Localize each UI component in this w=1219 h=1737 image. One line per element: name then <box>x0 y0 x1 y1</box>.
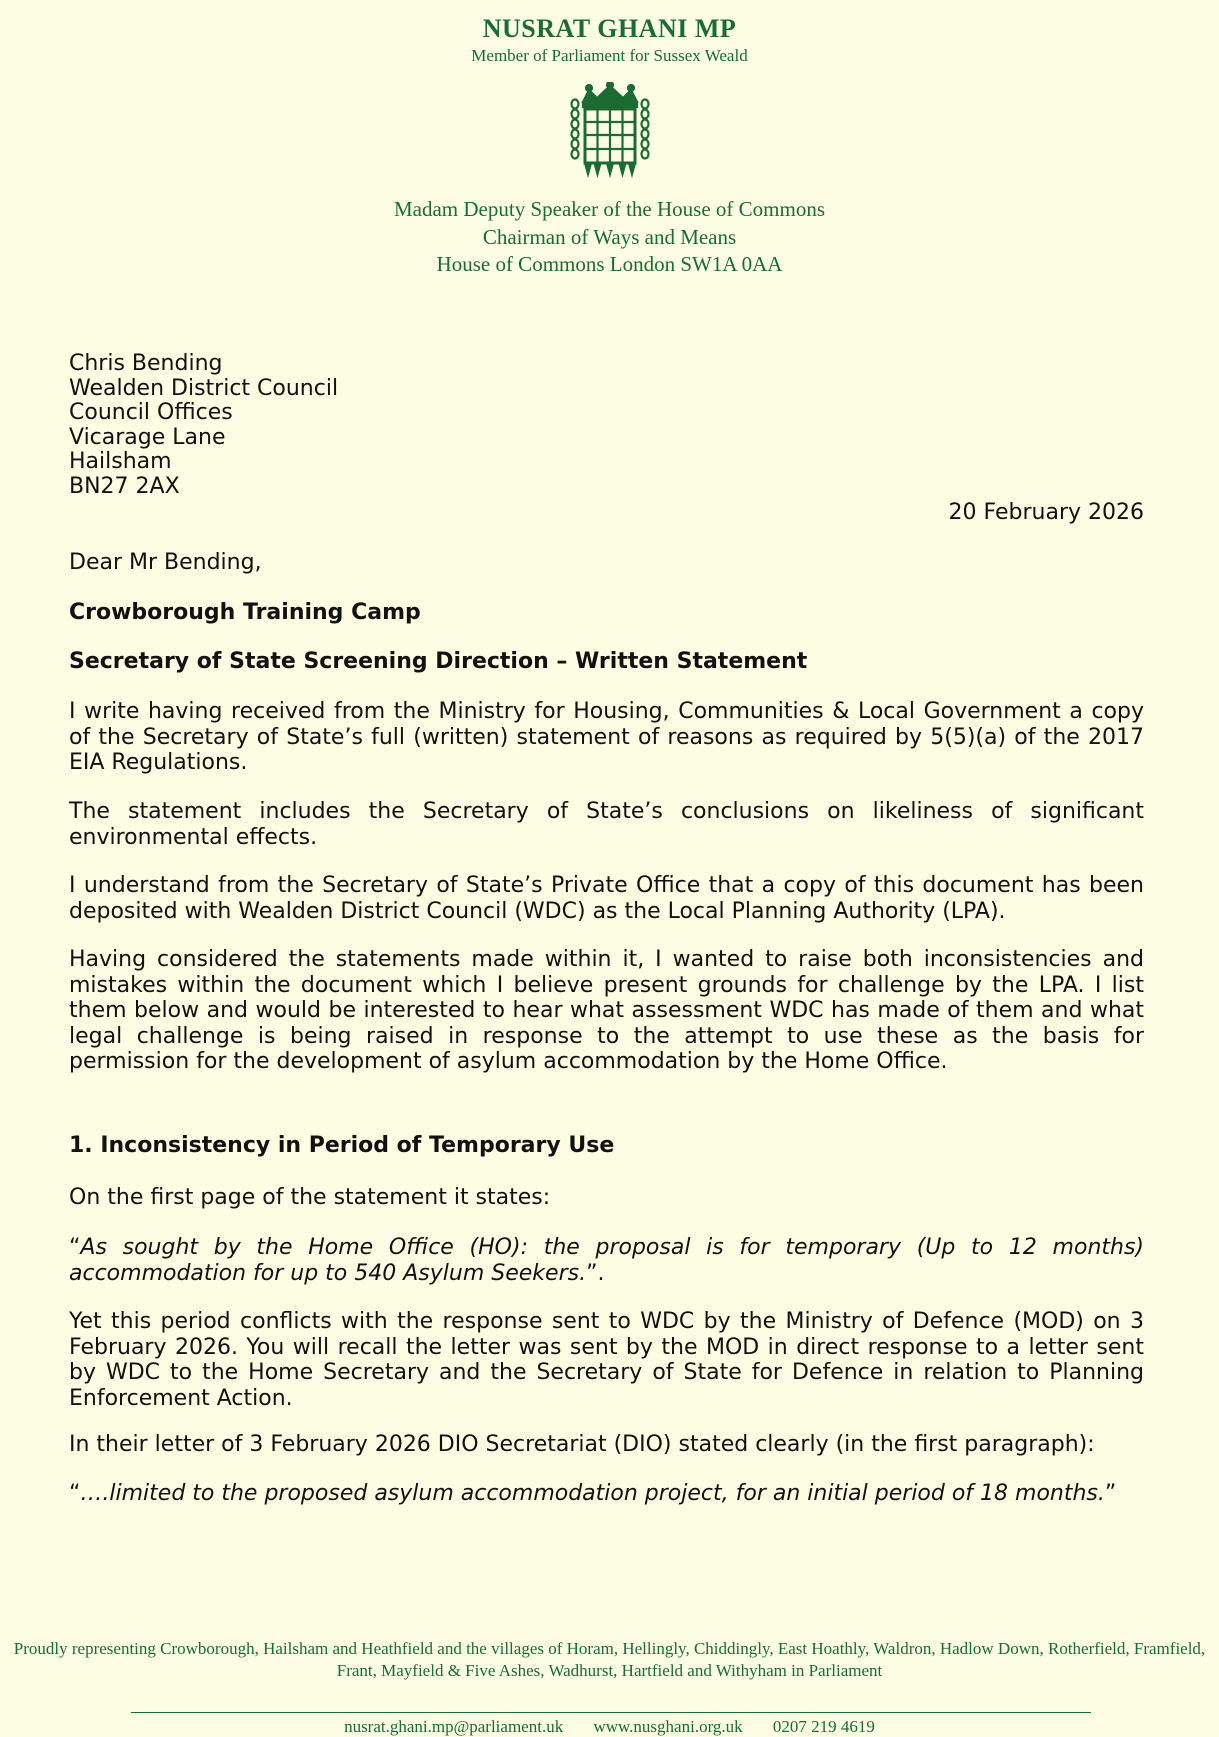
footer-contacts <box>0 1717 1219 1737</box>
address-line: Wealden District Council <box>69 375 339 401</box>
paragraph: Having considered the statements made within it, I wanted to raise both inconsistencies and mistakes within the document which I believe present grounds for challenge by the LPA. I list them below and would be interested to hear what assessment WDC has made of them and what legal challenge is being raised in response to the attempt to use these as the basis for permission for the development of asylum accommodation by the Home Office. <box>69 947 1144 1074</box>
constituency-line: Member of Parliament for Sussex Weald <box>471 46 748 65</box>
recipient-address <box>69 352 338 499</box>
address-line: Council Offices <box>69 400 233 425</box>
quote-text: ….limited to the proposed asylum accommodation project, for an initial period of 18 months. <box>80 1481 1105 1506</box>
quote-close: ” <box>1104 1481 1117 1506</box>
footer-phone: 0207 219 4619 <box>772 1717 875 1736</box>
mp-name: NUSRAT GHANI MP <box>482 14 737 43</box>
letter-date: 20 February 2026 <box>948 500 1144 525</box>
address-line: Hailsham <box>69 449 172 474</box>
address-line: BN27 2AX <box>69 473 180 499</box>
role-line: House of Commons London SW1A 0AA <box>436 252 783 276</box>
office-address <box>0 196 1219 279</box>
subject-heading: Crowborough Training Camp <box>69 600 421 625</box>
quote-close: ”. <box>586 1260 605 1286</box>
quote-text: As sought by the Home Office (HO): the proposal is for temporary (Up to 12 months) accommodation for up to 540 Asylum Seekers. <box>69 1235 1144 1286</box>
section-heading: 1. Inconsistency in Period of Temporary Use <box>69 1133 615 1158</box>
paragraph: I write having received from the Ministry for Housing, Communities & Local Government a copy of the Secretary of State’s full (written) statement of reasons as required by 5(5)(a) of the 2017 EIA Regulations. <box>69 699 1144 775</box>
address-line: Vicarage Lane <box>69 424 226 450</box>
quote-block <box>69 1235 1144 1286</box>
footer-website: www.nusghani.org.uk <box>593 1717 743 1736</box>
paragraph: Yet this period conflicts with the response sent to WDC by the Ministry of Defence (MOD) on 3 February 2026. You will recall the letter was sent by the MOD in direct response to a letter sent by WDC to the Home Secretary and the Secretary of State for Defence in relation to Planning Enforcement Action. <box>69 1309 1144 1411</box>
quote-block <box>69 1481 1144 1507</box>
paragraph: The statement includes the Secretary of State’s conclusions on likeliness of significant environmental effects. <box>69 799 1144 850</box>
role-line: Chairman of Ways and Means <box>482 224 737 249</box>
footer-represents: Proudly representing Crowborough, Hailsham and Heathfield and the villages of Horam, Hellingly, Chiddingly, East Hoathly, Waldron, Hadlow Down, Rotherfield, Framfield, Frant, Mayfield & Five Ashes, Wadhurst, Hartfield and Withyham in Parliament <box>13 1639 1206 1680</box>
salutation: Dear Mr Bending, <box>69 550 262 575</box>
quote-open: “ <box>69 1481 81 1506</box>
footer-email: nusrat.ghani.mp@parliament.uk <box>344 1717 564 1736</box>
address-line: Chris Bending <box>69 351 223 376</box>
paragraph: In their letter of 3 February 2026 DIO Secretariat (DIO) stated clearly (in the first paragraph): <box>69 1432 1095 1457</box>
subject-subheading: Secretary of State Screening Direction – Written Statement <box>69 649 808 674</box>
section-intro: On the first page of the statement it states: <box>69 1185 551 1210</box>
footer-divider <box>131 1712 1091 1713</box>
role-line: Madam Deputy Speaker of the House of Commons <box>393 197 825 221</box>
paragraph: I understand from the Secretary of State’s Private Office that a copy of this document has been deposited with Wealden District Council (WDC) as the Local Planning Authority (LPA). <box>69 873 1144 924</box>
portcullis-icon <box>569 82 651 178</box>
quote-open: “ <box>69 1235 81 1260</box>
